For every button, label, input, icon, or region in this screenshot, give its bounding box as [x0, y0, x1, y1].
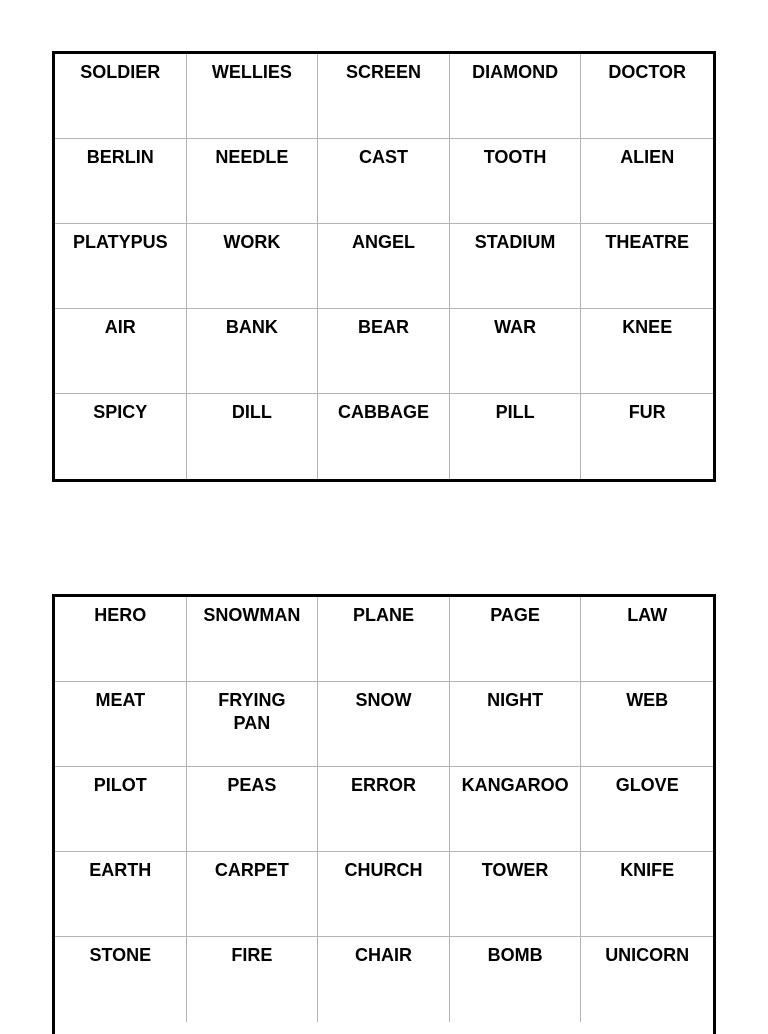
- word-grid-card-2: [52, 594, 716, 1034]
- word-cell: AIR: [55, 309, 187, 394]
- word-cell: PLATYPUS: [55, 224, 187, 309]
- word-cell: STONE: [55, 937, 187, 1022]
- word-cell: PILOT: [55, 767, 187, 852]
- word-cell: SNOWMAN: [187, 597, 319, 682]
- word-cell: SNOW: [318, 682, 450, 767]
- word-cell: SOLDIER: [55, 54, 187, 139]
- word-cell: KNIFE: [581, 852, 713, 937]
- word-cell: NEEDLE: [187, 139, 319, 224]
- word-cell: LAW: [581, 597, 713, 682]
- word-cell: BERLIN: [55, 139, 187, 224]
- word-grid-card-1: [52, 51, 716, 482]
- word-cell: WELLIES: [187, 54, 319, 139]
- word-cell: DILL: [187, 394, 319, 479]
- word-cell: ALIEN: [581, 139, 713, 224]
- word-cell: TOWER: [450, 852, 582, 937]
- word-cell: CARPET: [187, 852, 319, 937]
- word-cell: KNEE: [581, 309, 713, 394]
- word-cell: NIGHT: [450, 682, 582, 767]
- word-cell: UNICORN: [605, 945, 690, 965]
- word-cell: GLOVE: [581, 767, 713, 852]
- word-cell: CHAIR: [318, 937, 450, 1022]
- word-cell: BEAR: [318, 309, 450, 394]
- word-cell: CABBAGE: [318, 394, 450, 479]
- word-cell: CHURCH: [318, 852, 450, 937]
- word-cell: PEAS: [187, 767, 319, 852]
- word-cell: FUR: [628, 402, 666, 422]
- word-cell: THEATRE: [581, 224, 713, 309]
- word-cell: MEAT: [55, 682, 187, 767]
- word-cell: FRYING PAN: [187, 682, 319, 767]
- word-cell: PILL: [450, 394, 582, 479]
- word-cell: FIRE: [187, 937, 319, 1022]
- word-cell: BANK: [187, 309, 319, 394]
- word-cell: ERROR: [318, 767, 450, 852]
- word-cell: PLANE: [318, 597, 450, 682]
- word-cell: SPICY: [55, 394, 187, 479]
- word-cell: DIAMOND: [450, 54, 582, 139]
- word-cell: STADIUM: [450, 224, 582, 309]
- word-cell: PAGE: [450, 597, 582, 682]
- word-cell: ANGEL: [318, 224, 450, 309]
- word-cell: TOOTH: [450, 139, 582, 224]
- word-cell: HERO: [55, 597, 187, 682]
- word-cell: DOCTOR: [581, 54, 713, 139]
- word-cell: CAST: [318, 139, 450, 224]
- word-cell: EARTH: [55, 852, 187, 937]
- word-cell: KANGAROO: [450, 767, 582, 852]
- word-cell: WORK: [187, 224, 319, 309]
- word-cell: WEB: [581, 682, 713, 767]
- word-cell: WAR: [450, 309, 582, 394]
- word-cell: SCREEN: [318, 54, 450, 139]
- word-cell: BOMB: [450, 937, 582, 1022]
